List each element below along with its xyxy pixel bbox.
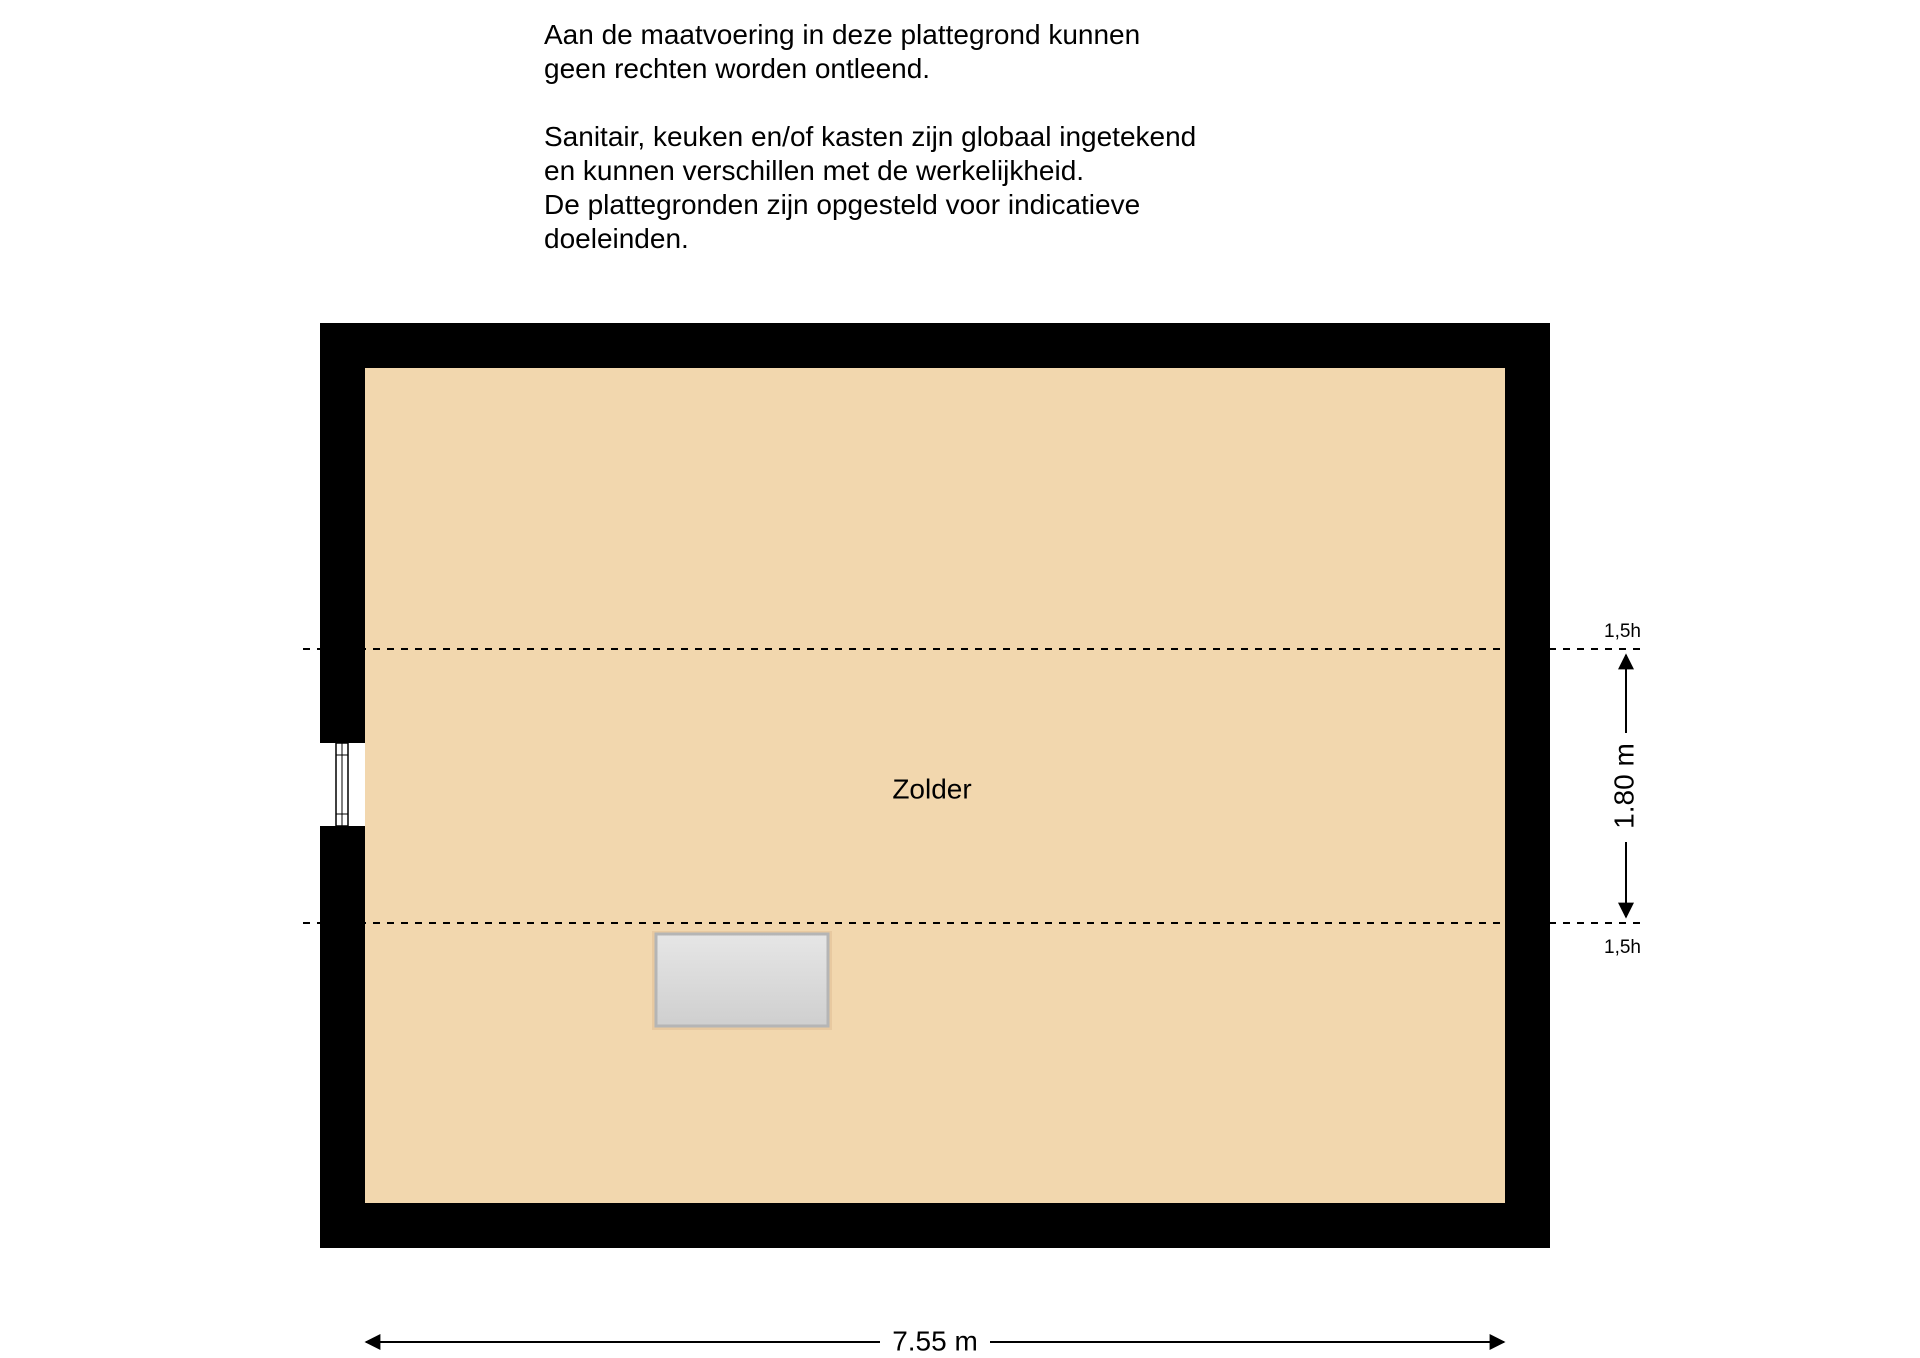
room-label: Zolder — [892, 773, 972, 805]
disclaimer-paragraph-2: Sanitair, keuken en/of kasten zijn globaal ingetekend en kunnen verschillen met de werkelijkheid. De plattegronden zijn opgesteld voor indicatieve doeleinden. — [544, 121, 1197, 254]
disclaimer-paragraph-1: Aan de maatvoering in deze plattegrond kunnen geen rechten worden ontleend. — [544, 19, 1141, 84]
window-icon — [336, 743, 348, 826]
height-dimension-label: 1.80 m — [1608, 743, 1640, 829]
width-dimension — [366, 1325, 1504, 1356]
width-dimension-label: 7.55 m — [892, 1325, 978, 1357]
height-line-bottom-label: 1,5h — [1604, 937, 1641, 958]
height-line-top-label: 1,5h — [1604, 621, 1641, 642]
roof-hatch-icon — [652, 931, 832, 1030]
height-dimension — [1608, 655, 1639, 917]
